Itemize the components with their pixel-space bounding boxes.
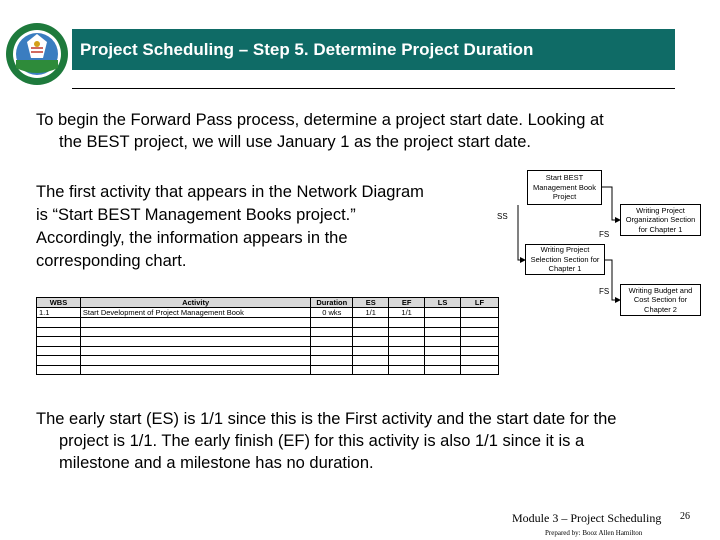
header-lf: LF (461, 298, 499, 308)
node-writing-budget: Writing Budget and Cost Section for Chapter 2 (620, 284, 701, 316)
cell-ef: 1/1 (389, 308, 425, 318)
network-line-3: Accordingly, the information appears in the (36, 229, 348, 247)
header-duration: Duration (311, 298, 353, 308)
node-start-best: Start BEST Management Book Project (527, 170, 602, 205)
label-fs-1: FS (599, 230, 610, 239)
network-line-2: is “Start BEST Management Books project.” (36, 206, 356, 224)
header-wbs: WBS (37, 298, 81, 308)
table-row (37, 346, 499, 356)
schedule-table (36, 297, 499, 375)
table-row (37, 327, 499, 337)
cell-es: 1/1 (353, 308, 389, 318)
table-header-row (37, 298, 499, 308)
footer-module: Module 3 – Project Scheduling (512, 511, 662, 525)
table-row (37, 318, 499, 328)
table-row (37, 337, 499, 347)
network-line-1: The first activity that appears in the Network Diagram (36, 183, 424, 201)
node-writing-organization: Writing Project Organization Section for Chapter 1 (620, 204, 701, 236)
es-line-3: milestone and a milestone has no duration. (59, 454, 374, 472)
intro-line-2: the BEST project, we will use January 1 as the project start date. (59, 133, 532, 151)
label-fs-2: FS (599, 287, 610, 296)
es-line-1: The early start (ES) is 1/1 since this is the First activity and the start date for the (36, 410, 617, 428)
page-number: 26 (680, 511, 690, 522)
footer-prepared-by: Prepared by: Booz Allen Hamilton (545, 529, 643, 537)
table-row (37, 365, 499, 375)
cell-lf (461, 308, 499, 318)
header-activity: Activity (80, 298, 310, 308)
label-ss: SS (497, 212, 508, 221)
intro-line-1: To begin the Forward Pass process, determine a project start date. Looking at (36, 111, 604, 129)
network-line-4: corresponding chart. (36, 252, 187, 270)
cell-activity: Start Development of Project Management Book (80, 308, 310, 318)
header-ef: EF (389, 298, 425, 308)
slide-title: Project Scheduling – Step 5. Determine Project Duration (72, 29, 675, 70)
header-es: ES (353, 298, 389, 308)
table-row (37, 308, 499, 318)
cell-duration: 0 wks (311, 308, 353, 318)
cell-wbs: 1.1 (37, 308, 81, 318)
es-line-2: project is 1/1. The early finish (EF) for this activity is also 1/1 since it is a (59, 432, 585, 450)
table-row (37, 356, 499, 366)
early-start-paragraph (36, 408, 691, 474)
node-writing-selection: Writing Project Selection Section for Chapter 1 (525, 244, 605, 275)
header-ls: LS (425, 298, 461, 308)
cell-ls (425, 308, 461, 318)
